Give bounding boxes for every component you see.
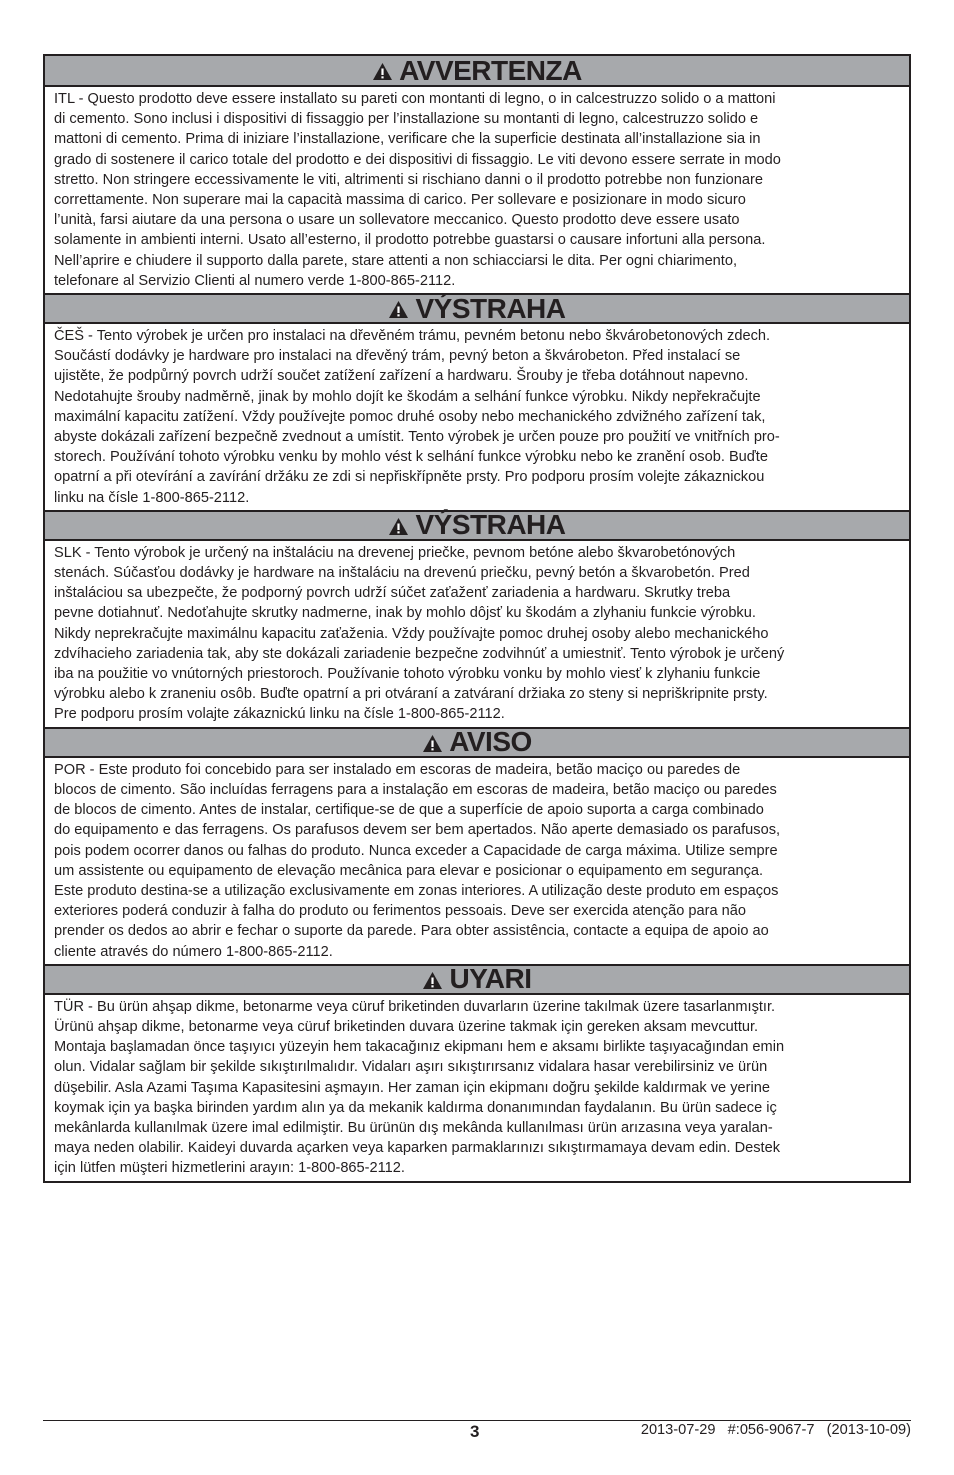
- text-line: olun. Vidalar sağlam bir şekilde sıkıştırılmalıdır. Vidaları aşırı sıkıştırırsanız vidalara hasar verebilirsiniz ve ürün: [54, 1059, 768, 1076]
- warning-section-turkish: [45, 964, 909, 1181]
- text-line: maya neden olabilir. Kaideyi duvarda açarken veya kaparken parmaklarınızı sıkıştırmamaya devam edin. Destek: [54, 1140, 780, 1157]
- text-line: ujistěte, že podpůrný povrch udrží součet zatížení zařízení a hardwaru. Šrouby je třeba dotáhnout napevno.: [54, 368, 749, 385]
- section-header: [45, 293, 909, 324]
- text-line: koymak için ya başka birinden yardım alın ya da mekanik kaldırma donanımından faydalanın. Bu ürün sadece iç: [54, 1099, 777, 1116]
- warning-section-czech: [45, 293, 909, 510]
- text-line: prender os dedos ao abrir e fechar o suporte da parede. Para obter assistência, contacte a equipa de apoio ao: [54, 923, 769, 940]
- text-line: Nikdy neprekračujte maximálnu kapacitu zaťaženia. Vždy používajte pomoc druhej osoby alebo mechanického: [54, 625, 769, 642]
- text-line: linku na čísle 1-800-865-2112.: [54, 489, 250, 506]
- text-line: mekânlarda kullanılmak üzere imal edilmiştir. Bu ürünün dış mekânda kullanılması ürün arızasına veya yaralan-: [54, 1119, 773, 1136]
- section-body: [45, 324, 909, 510]
- section-header: [45, 964, 909, 995]
- text-line: opatrní a při otevírání a zavírání držáku ze zdi si nepřiskřípněte prsty. Pro podporu prosím volejte zákaznickou: [54, 469, 765, 486]
- text-line: SLK - Tento výrobok je určený na inštaláciu na drevenej priečke, pevnom betóne alebo škvarobetónových: [54, 544, 736, 561]
- text-line: Este produto destina-se a utilização exclusivamente em zonas interiores. A utilização deste produto em espaços: [54, 882, 779, 899]
- text-line: exteriores poderá conduzir à falha do produto ou ferimentos pessoais. Deve ser exercida atenção para não: [54, 903, 746, 920]
- section-body: [45, 995, 909, 1181]
- text-line: pevne dotiahnuť. Nedoťahujte skrutky nadmerne, inak by mohlo dôjsť ku škodám a zlyhaniu funkcie výrobku.: [54, 605, 756, 622]
- text-line: iba na použitie vo vnútorných priestoroch. Používanie tohoto výrobku vonku by mohlo viesť k zlyhaniu funkcie: [54, 666, 761, 683]
- text-line: Nedotahujte šrouby nadměrně, jinak by mohlo dojít ke škodám a selhání funkce výrobku. Nikdy nepřekračujte: [54, 388, 761, 405]
- text-line: grado di sostenere il carico totale del prodotto e dei dispositivi di fissaggio. Le viti devono essere serrate in modo: [54, 151, 781, 168]
- text-line: ITL - Questo prodotto deve essere installato su pareti con montanti di legno, o in calcestruzzo solido o a mattoni: [54, 91, 776, 107]
- text-line: inštaláciou sa ubezpečte, že podporný povrch udrží súčet zaťaženť zariadenia a hardwaru. Skrutky treba: [54, 585, 731, 602]
- text-line: telefonare al Servizio Clienti al numero verde 1-800-865-2112.: [54, 272, 456, 289]
- text-line: Nell’aprire e chiudere il supporto dalla parete, stare attenti a non schiacciarsi le dita. Per ogni chiarimento,: [54, 252, 738, 269]
- text-line: POR - Este produto foi concebido para ser instalado em escoras de madeira, betão maciço ou paredes de: [54, 761, 741, 778]
- warning-triangle-icon: [422, 734, 443, 753]
- text-line: maximální kapacitu zatížení. Vždy používejte pomoc druhé osoby nebo mechanického zdvižného zařízení tak,: [54, 408, 766, 425]
- text-line: Součástí dodávky je hardware pro instalaci na dřevěný trám, pevný beton a škvárobeton. Před instalací se: [54, 348, 741, 365]
- section-body: [45, 758, 909, 964]
- warning-triangle-icon: [388, 517, 409, 536]
- section-title: VÝSTRAHA: [415, 509, 566, 541]
- text-line: um assistente ou equipamento de elevação mecânica para elevar e posicionar o equipamento em segurança.: [54, 862, 764, 879]
- text-line: do equipamento e das ferragens. Os parafusos devem ser bem apertados. Não aperte demasiado os parafusos,: [54, 822, 781, 839]
- text-line: blocos de cimento. São incluídas ferragens para a instalação em escoras de madeira, betão maciço ou paredes: [54, 781, 777, 798]
- section-body: [45, 87, 909, 293]
- text-line: Montaja başlamadan önce taşıyıcı yüzeyin hem takacağınız ekipmanı hem e aksamı birlikte taşıyacağından emin: [54, 1039, 785, 1056]
- section-title: VÝSTRAHA: [415, 292, 566, 324]
- warning-triangle-icon: [422, 971, 443, 990]
- section-body: [45, 541, 909, 727]
- section-header: [45, 727, 909, 758]
- text-line: l’unità, farsi aiutare da una persona o usare un sollevatore meccanico. Questo prodotto deve essere usato: [54, 212, 740, 229]
- warning-triangle-icon: [388, 300, 409, 319]
- text-line: stretto. Non stringere eccessivamente le viti, altrimenti si rischiano danni o il prodotto potrebbe non funzionare: [54, 171, 763, 188]
- section-title: AVISO: [449, 726, 532, 758]
- warnings-box: [43, 54, 911, 1183]
- text-line: stenách. Súčasťou dodávky je hardware na inštaláciu na drevenú priečku, pevný betón a škvarobetón. Pred: [54, 565, 750, 582]
- text-line: pois podem ocorrer danos ou falhas do produto. Nunca exceder a Capacidade de carga máxima. Utilize sempre: [54, 842, 778, 859]
- warning-triangle-icon: [372, 62, 393, 81]
- warning-section-italian: [45, 56, 909, 293]
- document-info: 2013-07-29 #:056-9067-7 (2013-10-09): [640, 1422, 911, 1438]
- text-line: zdvíhacieho zariadenia tak, aby ste dokázali zariadenie bezpečne zodvihnúť a umiestniť. Tento výrobok je určený: [54, 645, 785, 662]
- footer-divider: [43, 1420, 911, 1421]
- text-line: Pre podporu prosím volajte zákaznickú linku na čísle 1-800-865-2112.: [54, 706, 505, 723]
- text-line: di cemento. Sono inclusi i dispositivi di fissaggio per l’installazione su montanti di legno, calcestruzzo solido e: [54, 111, 759, 128]
- text-line: düşebilir. Asla Azami Taşıma Kapasitesini aşmayın. Her zaman için ekipmanı doğru şekilde kaldırmak ve yerine: [54, 1079, 770, 1096]
- section-title: UYARI: [449, 963, 532, 995]
- text-line: výrobku alebo k zraneniu osôb. Buďte opatrní a pri otváraní a zatváraní držiaka zo steny si nepriškripnite prsty.: [54, 686, 768, 703]
- warning-section-slovak: [45, 510, 909, 727]
- section-header: [45, 510, 909, 541]
- text-line: correttamente. Non superare mai la capacità massima di carico. Per sollevare e posizionare in modo sicuro: [54, 192, 746, 209]
- section-title: AVVERTENZA: [399, 54, 582, 86]
- warning-section-portuguese: [45, 727, 909, 964]
- section-header: [45, 56, 909, 87]
- text-line: de blocos de cimento. Antes de instalar, certifique-se de que a superfície de apoio suporta a carga combinado: [54, 802, 764, 819]
- text-line: için lütfen müşteri hizmetlerini arayın: 1-800-865-2112.: [54, 1160, 405, 1177]
- text-line: Ürünü ahşap dikme, betonarme veya cüruf briketinden duvara üzerine takmak için gereken aksam mevcuttur.: [54, 1018, 759, 1035]
- text-line: mattoni di cemento. Prima di iniziare l’installazione, verificare che la superficie destinata all’installazione sia in: [54, 131, 761, 148]
- page-number: 3: [470, 1422, 480, 1441]
- text-line: solamente in ambienti interni. Usato all’esterno, il prodotto potrebbe guastarsi o causare infortuni alla persona.: [54, 232, 766, 249]
- text-line: storech. Používání tohoto výrobku venku by mohlo vést k selhání funkce výrobku nebo ke zranění osob. Buďte: [54, 449, 768, 466]
- text-line: abyste dokázali zařízení bezpečně zvednout a umístit. Tento výrobek je určen pouze pro použití ve vnitřních pro-: [54, 429, 780, 446]
- text-line: ČEŠ - Tento výrobek je určen pro instalaci na dřevěném trámu, pevném betonu nebo škvárobetonových zdech.: [54, 328, 771, 345]
- text-line: TÜR - Bu ürün ahşap dikme, betonarme veya cüruf briketinden duvarların üzerine takılmak üzere tasarlanmıştır.: [54, 998, 776, 1015]
- text-line: cliente através do número 1-800-865-2112.: [54, 943, 333, 960]
